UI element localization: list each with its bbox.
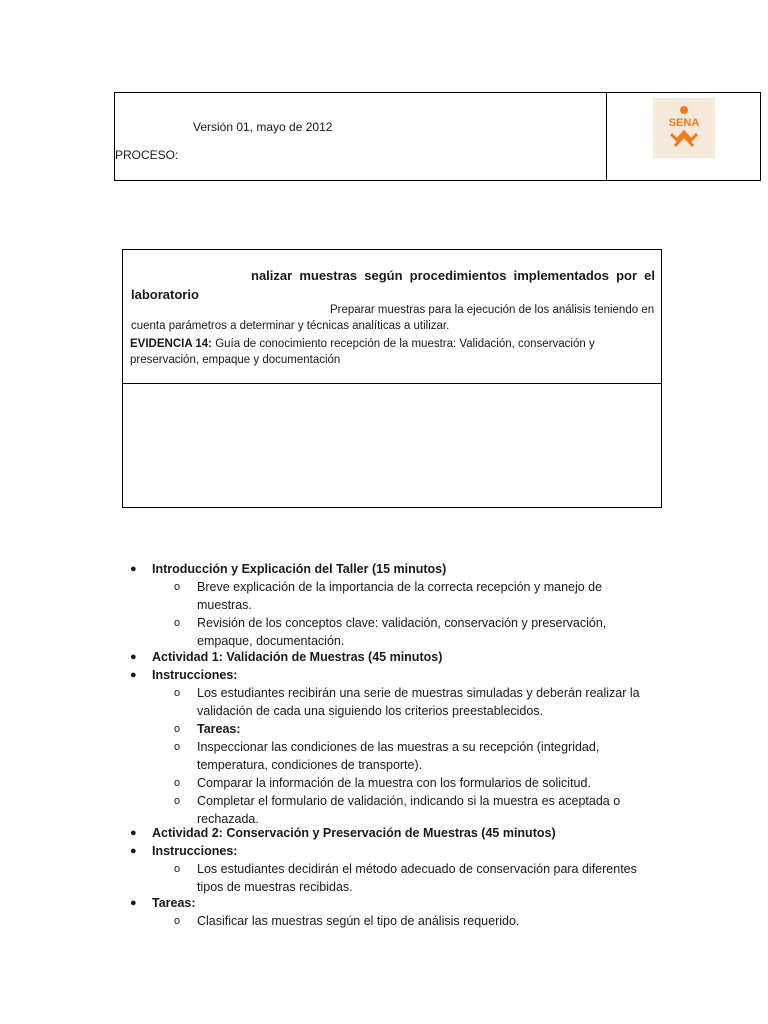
bullet-icon: ● xyxy=(130,669,137,681)
circle-bullet-icon: o xyxy=(174,617,181,629)
list-item-text: Introducción y Explicación del Taller (15 minutos) xyxy=(152,562,447,576)
list-item-text: Actividad 2: Conservación y Preservación de Muestras (45 minutos) xyxy=(152,826,556,840)
bullet-icon: ● xyxy=(130,563,137,575)
list-item-text: Clasificar las muestras según el tipo de análisis requerido. xyxy=(197,914,520,928)
list-item-text: Completar el formulario de validación, indicando si la muestra es aceptada o rechazada. xyxy=(197,794,621,826)
sena-logo-icon xyxy=(653,98,715,158)
list-item-text: Breve explicación de la importancia de la correcta recepción y manejo de muestras. xyxy=(197,580,603,612)
evidencia-text xyxy=(130,336,650,368)
bullet-icon: ● xyxy=(130,897,137,909)
circle-bullet-icon: o xyxy=(174,581,181,593)
list-item-text: Los estudiantes recibirán una serie de muestras simuladas y deberán realizar la validación de cada una siguiendo los criterios preestablecidos. xyxy=(197,686,640,718)
list-item-text: Los estudiantes decidirán el método adecuado de conservación para diferentes tipos de muestras recibidas. xyxy=(197,862,637,894)
circle-bullet-icon: o xyxy=(174,777,181,789)
circle-bullet-icon: o xyxy=(174,863,181,875)
evidencia-label: EVIDENCIA 14: xyxy=(130,338,213,350)
list-item-text: Revisión de los conceptos clave: validación, conservación y preservación, empaque, documentación. xyxy=(197,616,607,648)
document-header xyxy=(114,92,761,181)
header-info-cell xyxy=(115,93,607,180)
box-title-line1: nalizar muestras según procedimientos implementados por el xyxy=(251,268,655,283)
evidencia-description: Guía de conocimiento recepción de la muestra: Validación, conservación y preservación, empaque y documentación xyxy=(130,338,595,366)
list-item-text: Instrucciones: xyxy=(152,844,238,858)
circle-bullet-icon: o xyxy=(174,687,181,699)
version-text: Versión 01, mayo de 2012 xyxy=(193,120,333,134)
list-item-text: Instrucciones: xyxy=(152,668,238,682)
list-item-text: Actividad 1: Validación de Muestras (45 minutos) xyxy=(152,650,443,664)
list-item-text: Inspeccionar las condiciones de las muestras a su recepción (integridad, temperatura, condiciones de transporte). xyxy=(197,740,600,772)
circle-bullet-icon: o xyxy=(174,741,181,753)
list-item-text: Tareas: xyxy=(197,722,241,736)
proceso-label: PROCESO: xyxy=(115,148,179,162)
box-desc-line2: cuenta parámetros a determinar y técnicas analíticas a utilizar. xyxy=(131,320,450,332)
competencia-box xyxy=(122,249,662,508)
list-item-text: Comparar la información de la muestra con los formularios de solicitud. xyxy=(197,776,591,790)
bullet-icon: ● xyxy=(130,827,137,839)
bullet-icon: ● xyxy=(130,651,137,663)
circle-bullet-icon: o xyxy=(174,795,181,807)
circle-bullet-icon: o xyxy=(174,723,181,735)
bullet-icon: ● xyxy=(130,845,137,857)
box-desc-line1: Preparar muestras para la ejecución de los análisis teniendo en xyxy=(330,304,655,316)
box-title-line2: laboratorio xyxy=(131,287,199,302)
logo-text: SENA xyxy=(668,117,700,129)
sena-logo xyxy=(653,98,715,158)
circle-bullet-icon: o xyxy=(174,915,181,927)
list-item-text: Tareas: xyxy=(152,896,196,910)
competencia-info-cell xyxy=(123,250,661,384)
